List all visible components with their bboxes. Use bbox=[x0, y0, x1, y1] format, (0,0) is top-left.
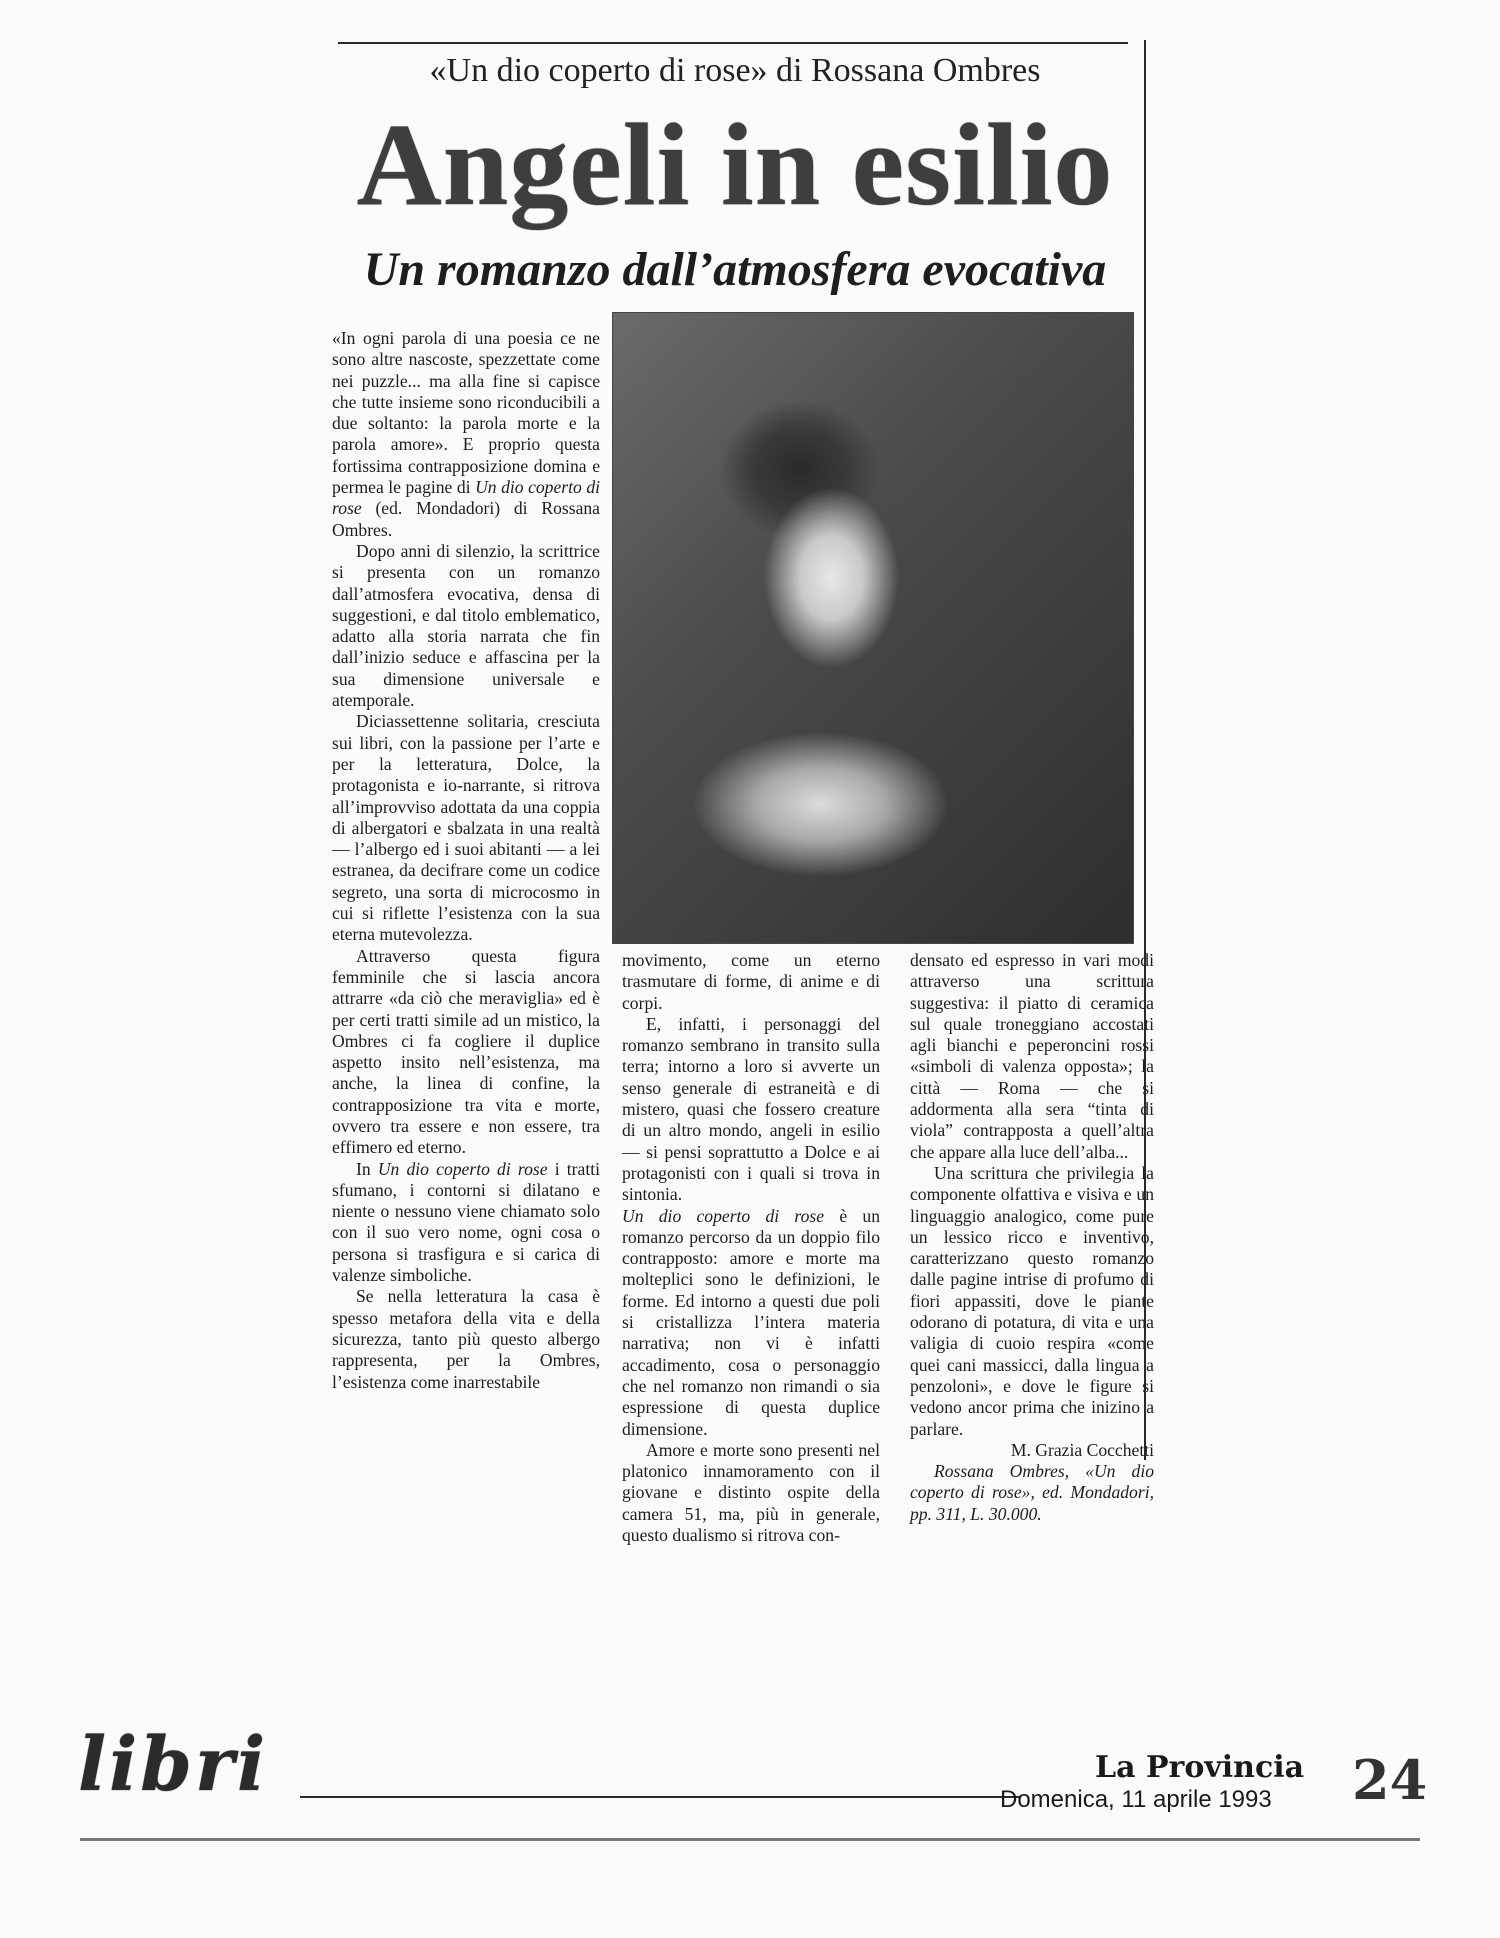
footer-rule bbox=[300, 1796, 1020, 1798]
paragraph: Se nella letteratura la casa è spesso metafora della vita e della sicurezza, tanto più questo albergo rappresenta, per la Ombres, l’esistenza come inarrestabile bbox=[332, 1286, 600, 1392]
paragraph: Un dio coperto di rose è un romanzo percorso da un doppio filo contrapposto: amore e morte ma molteplici sono le definizioni, le forme. Ed intorno a questi due poli si cristallizza l’intera materia narrativa; non vi è infatti accadimento, cosa o personaggio che nel romanzo non rimandi o sia espressione di questa duplice dimensione. bbox=[622, 1205, 880, 1439]
section-logo: libri bbox=[78, 1722, 269, 1808]
issue-date: Domenica, 11 aprile 1993 bbox=[1000, 1786, 1272, 1813]
page-number: 24 bbox=[1352, 1748, 1428, 1812]
paragraph: Diciassettenne solitaria, cresciuta sui libri, con la passione per l’arte e per la letteratura, Dolce, la protagonista e io-narrante, si ritrova all’improvviso adottata da una coppia di albergatori e sbalzata in una realtà — l’albergo ed i suoi abitanti — a lei estranea, da decifrare come un codice segreto, una sorta di microcosmo in cui si riflette l’esistenza con la sua eterna mutevolezza. bbox=[332, 711, 600, 945]
article-subheadline: Un romanzo dall’atmosfera evocativa bbox=[363, 243, 1107, 296]
paragraph: densato ed espresso in vari modi attraverso una scrittura suggestiva: il piatto di ceramica sul quale troneggiano accostati agli bianchi e peperoncini rossi «simboli di valenza opposta»; la città — Roma — che si addormenta alla sera “tinta di viola” contrapposta a quell’altra che appare alla luce dell’alba... bbox=[910, 950, 1154, 1162]
top-rule bbox=[338, 42, 1128, 44]
paragraph: Amore e morte sono presenti nel platonico innamoramento con il giovane e distinto ospite della camera 51, ma, più in generale, questo dualismo si ritrova con- bbox=[622, 1439, 880, 1546]
bottom-rule bbox=[80, 1838, 1420, 1841]
paragraph: Una scrittura che privilegia la componente olfattiva e visiva e un linguaggio analogico, come pure un lessico ricco e inventivo, caratterizzano questo romanzo dalle pagine intrise di profumo di fiori appassiti, dove le piante odorano di potatura, di vita e una valigia di cuoio respira «come quei cani massicci, dalla lingua a penzoloni», e dove le figure si vedono ancor prima che inizino a parlare. bbox=[910, 1162, 1154, 1439]
paragraph: E, infatti, i personaggi del romanzo sembrano in transito sulla terra; intorno a loro si avverte un senso generale di estraneità e di mistero, quasi che fossero creature di un altro mondo, angeli in esilio — si pensi soprattutto a Dolce e ai protagonisti con i quali si trova in sintonia. bbox=[622, 1013, 880, 1205]
paragraph: movimento, come un eterno trasmutare di forme, di anime e di corpi. bbox=[622, 950, 880, 1013]
text-column-2 bbox=[622, 950, 880, 1546]
paragraph: In Un dio coperto di rose i tratti sfumano, i contorni si dilatano e niente o nessuno viene chiamato solo con il suo vero nome, ogni cosa o persona si trasfigura e si carica di valenze simboliche. bbox=[332, 1158, 600, 1286]
book-credits: Rossana Ombres, «Un dio coperto di rose», ed. Mondadori, pp. 311, L. 30.000. bbox=[910, 1461, 1154, 1524]
article-kicker: «Un dio coperto di rose» di Rossana Ombres bbox=[429, 52, 1041, 89]
author-photo bbox=[612, 312, 1134, 944]
paragraph: «In ogni parola di una poesia ce ne sono altre nascoste, spezzettate come nei puzzle... ma alla fine si capisce che tutte insieme sono riconducibili a due soltanto: la parola morte e la parola amore». E proprio questa fortissima contrapposizione domina e permea le pagine di Un dio coperto di rose (ed. Mondadori) di Rossana Ombres. bbox=[332, 328, 601, 540]
text-column-1 bbox=[332, 328, 600, 1393]
paragraph: Attraverso questa figura femminile che si lascia ancora attrarre «da ciò che meraviglia» ed è per certi tratti simile ad un mistico, la Ombres ci fa cogliere il duplice aspetto insito nell’esistenza, ma anche, la linea di confine, la contrapposizione tra vita e morte, ovvero tra essere e non essere, tra effimero ed eterno. bbox=[332, 945, 600, 1158]
text-column-3 bbox=[910, 950, 1154, 1525]
paragraph: Dopo anni di silenzio, la scrittrice si presenta con un romanzo dall’atmosfera evocativa, densa di suggestioni, e dal titolo emblematico, adatto alla storia narrata che fin dall’inizio seduce e affascina per la sua dimensione universale e atemporale. bbox=[332, 540, 600, 711]
byline: M. Grazia Cocchetti bbox=[1010, 1439, 1154, 1460]
newspaper-name: La Provincia bbox=[1095, 1750, 1305, 1785]
article-headline: Angeli in esilio bbox=[356, 99, 1114, 230]
